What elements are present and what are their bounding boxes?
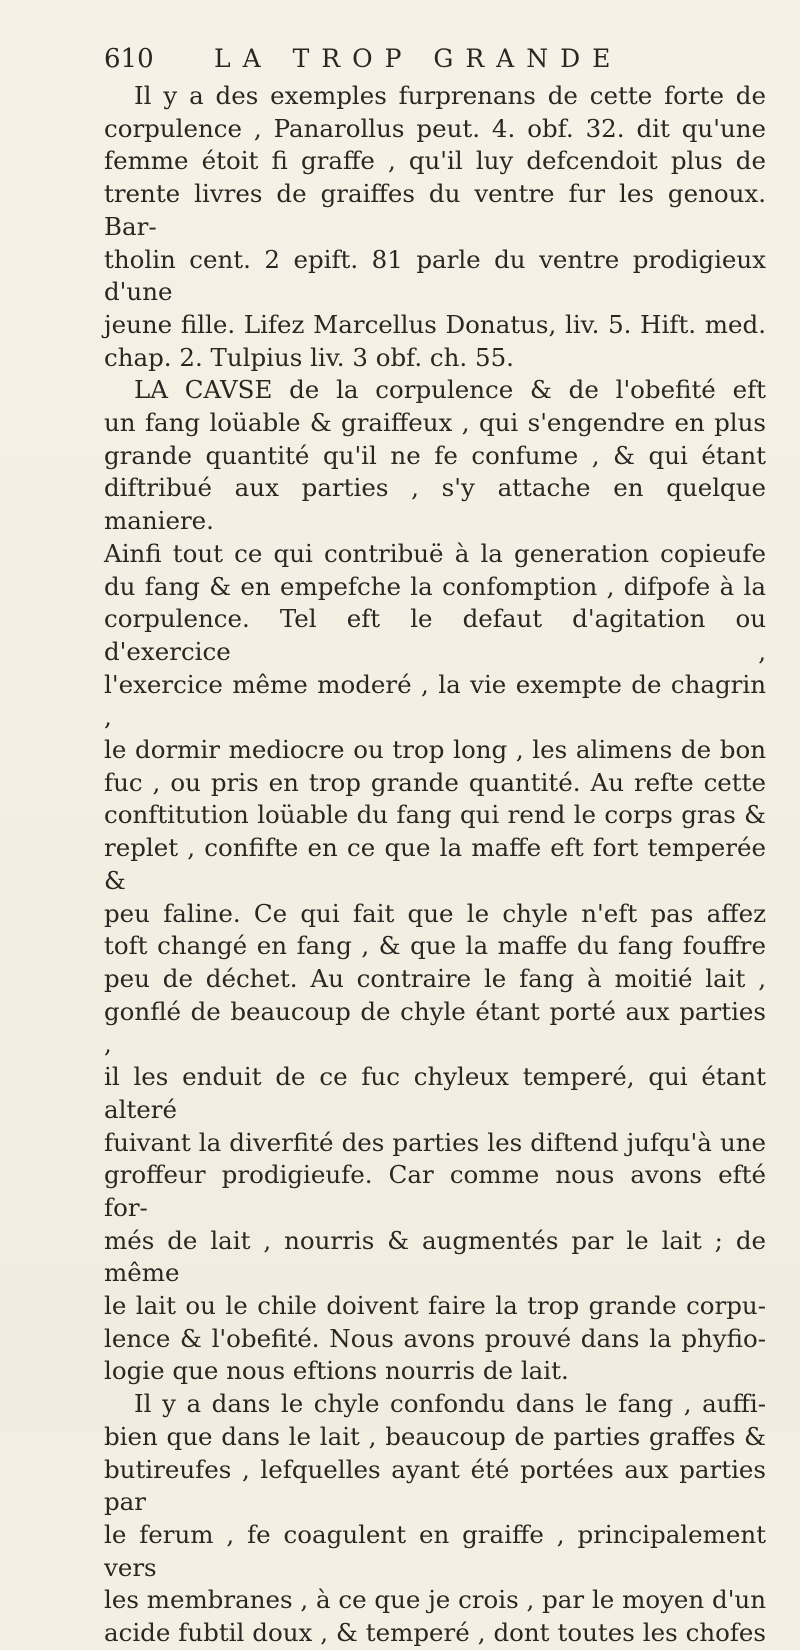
text-line: butireufes , lefquelles ayant été portées aux parties par xyxy=(104,1454,766,1517)
text-line: Ainfi tout ce qui contribuë à la generation copieufe xyxy=(104,538,766,568)
text-line: femme étoit fi graffe , qu'il luy defcendoit plus de xyxy=(104,146,766,176)
text-line: logie que nous eftions nourris de lait. xyxy=(104,1356,569,1386)
text-line: du fang & en empefche la confomption , difpofe à la xyxy=(104,571,766,601)
text-line: toft changé en fang , & que la maffe du fang fouffre xyxy=(104,931,766,961)
text-line: Il y a dans le chyle confondu dans le fang , auffi- xyxy=(134,1389,766,1419)
text-line: diftribué aux parties , s'y attache en quelque maniere. xyxy=(104,473,766,536)
text-line: le lait ou le chile doivent faire la trop grande corpu- xyxy=(104,1291,766,1321)
text-line: le ferum , fe coagulent en graiffe , principalement vers xyxy=(104,1519,766,1582)
text-line: groffeur prodigieufe. Car comme nous avons efté for- xyxy=(104,1160,766,1222)
text-line: Il y a des exemples furprenans de cette forte de xyxy=(134,81,766,110)
text-line: corpulence , Panarollus peut. 4. obf. 32. dit qu'une xyxy=(104,113,766,143)
text-line: fuivant la diverfité des parties les diftend jufqu'à une xyxy=(104,1127,766,1157)
text-line: peu faline. Ce qui fait que le chyle n'eft pas affez xyxy=(104,898,766,928)
text-line: lence & l'obefité. Nous avons prouvé dans la phyfio- xyxy=(104,1323,766,1353)
page-number: 610 xyxy=(104,44,154,74)
text-line: replet , confifte en ce que la maffe eft fort temperée & xyxy=(104,833,766,895)
text-line: tholin cent. 2 epift. 81 parle du ventre prodigieux d'une xyxy=(104,244,766,307)
text-line: conftitution loüable du fang qui rend le corps gras & xyxy=(104,800,766,830)
text-line: un fang loüable & graiffeux , qui s'engendre en plus xyxy=(104,408,766,438)
text-line: grande quantité qu'il ne fe confume , & qui étant xyxy=(104,440,766,470)
page-header xyxy=(104,44,766,80)
running-title: LA TROP GRANDE xyxy=(214,44,623,73)
text-line: l'exercice même moderé , la vie exempte de chagrin , xyxy=(104,669,766,732)
text-line: més de lait , nourris & augmentés par le lait ; de même xyxy=(104,1225,766,1288)
text-line: jeune fille. Lifez Marcellus Donatus, liv. 5. Hift. med. xyxy=(104,309,766,339)
text-line: LA CAVSE de la corpulence & de l'obefité eft xyxy=(134,375,766,405)
text-line: gonflé de beaucoup de chyle étant porté aux parties , xyxy=(104,996,766,1059)
text-line: les membranes , à ce que je crois , par le moyen d'un xyxy=(104,1585,766,1615)
text-line: il les enduit de ce fuc chyleux temperé, qui étant alteré xyxy=(104,1062,766,1124)
text-line: fuc , ou pris en trop grande quantité. Au refte cette xyxy=(104,767,766,797)
text-line: peu de déchet. Au contraire le fang à moitié lait , xyxy=(104,963,766,993)
text-line: le dormir mediocre ou trop long , les alimens de bon xyxy=(104,735,766,765)
text-body xyxy=(104,80,766,1650)
text-line: acide fubtil doux , & temperé , dont toutes les chofes xyxy=(104,1618,766,1648)
text-line: bien que dans le lait , beaucoup de parties graffes & xyxy=(104,1421,766,1451)
text-line: corpulence. Tel eft le defaut d'agitation ou d'exercice , xyxy=(104,604,766,666)
text-line: chap. 2. Tulpius liv. 3 obf. ch. 55. xyxy=(104,342,514,372)
text-line: trente livres de graiffes du ventre fur les genoux. Bar- xyxy=(104,179,766,241)
